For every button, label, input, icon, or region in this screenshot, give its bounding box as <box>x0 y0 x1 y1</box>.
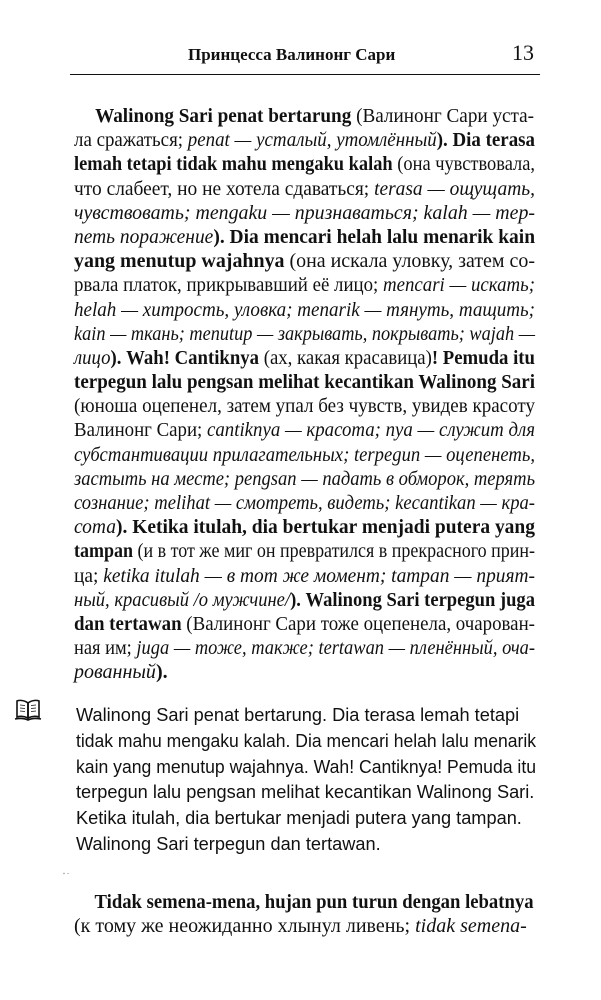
text-line: tampan (и в тот же миг он превратился в прекрасного прин- <box>74 540 535 563</box>
text-line: (к тому же неожиданно хлынул ливень; tidak semena- <box>74 915 527 938</box>
text-line: helah — хитрость, уловка; menarik — тянуть, тащить; <box>74 298 536 321</box>
print-speck <box>62 872 70 875</box>
text-line: Walinong Sari penat bertarung. Dia terasa lemah tetapi <box>76 705 520 725</box>
text-line: Walinong Sari penat bertarung (Валинонг Сари уста- <box>95 105 535 127</box>
text-line: ная им; juga — тоже, также; tertawan — пленённый, оча- <box>74 637 535 660</box>
text-line: рвала платок, прикрывавший её лицо; mencari — искать; <box>74 274 535 297</box>
text-line: субстантивации прилагательных; terpegun — оцепенеть, <box>74 443 535 466</box>
text-line: lemah tetapi tidak mahu mengaku kalah (она чувствовала, <box>74 153 535 176</box>
text-line: yang menutup wajahnya (она искала уловку, затем со- <box>74 250 535 273</box>
running-title: Принцесса Валинонг Сари <box>188 45 396 64</box>
text-line: Walinong Sari terpegun dan tertawan. <box>76 833 381 854</box>
text-line: чувствовать; mengaku — признаваться; kalah — тер- <box>74 201 535 224</box>
text-line: kain — ткань; menutup — закрывать, покрывать; wajah — <box>74 322 535 345</box>
text-line: kain yang menutup wajahnya. Wah! Cantiknya! Pemuda itu <box>76 756 537 777</box>
text-line: Валинонг Сари; cantiknya — красота; nya — служит для <box>74 419 536 442</box>
text-line: что слабеет, но не хотела сдаваться; terasa — ощущать, <box>74 177 535 200</box>
text-line: terpegun lalu pengsan melihat kecantikan Walinong Sari. <box>76 782 535 803</box>
text-line: dan tertawan (Валинонг Сари тоже оцепенела, очарован- <box>74 612 535 635</box>
text-line: ла сражаться; penat — усталый, утомлённый). Dia terasa <box>74 129 535 152</box>
text-line: Ketika itulah, dia bertukar menjadi putera yang tampan. <box>76 808 522 829</box>
plain-text-paragraph <box>76 703 536 858</box>
page-number: 13 <box>512 40 534 65</box>
text-line: Tidak semena-mena, hujan pun turun dengan lebatnya <box>94 891 534 913</box>
annotated-paragraph <box>74 104 535 685</box>
text-line: terpegun lalu pengsan melihat kecantikan Walinong Sari <box>74 371 536 394</box>
page-header <box>70 36 540 76</box>
text-line: застыть на месте; pengsan — падать в обморок, терять <box>74 467 536 490</box>
text-line: петь поражение). Dia mencari helah lalu menarik kain <box>74 225 536 248</box>
text-line: ный, красивый /о мужчине/). Walinong Sari terpegun juga <box>74 588 535 611</box>
text-line: (юноша оцепенел, затем упал без чувств, увидев красоту <box>74 395 535 418</box>
text-line: ца; ketika itulah — в тот же момент; tampan — прият- <box>74 564 536 587</box>
open-book-icon <box>14 698 42 722</box>
text-line: сознание; melihat — смотреть, видеть; kecantikan — кра- <box>74 492 536 514</box>
text-line: рованный). <box>74 661 168 684</box>
text-line: сота). Ketika itulah, dia bertukar menjadi putera yang <box>74 516 536 539</box>
text-line: лицо). Wah! Cantiknya (ах, какая красавица)! Pemuda itu <box>74 346 535 369</box>
header-rule <box>70 74 540 75</box>
annotated-paragraph <box>74 890 535 938</box>
text-line: tidak mahu mengaku kalah. Dia mencari helah lalu menarik <box>76 730 536 751</box>
